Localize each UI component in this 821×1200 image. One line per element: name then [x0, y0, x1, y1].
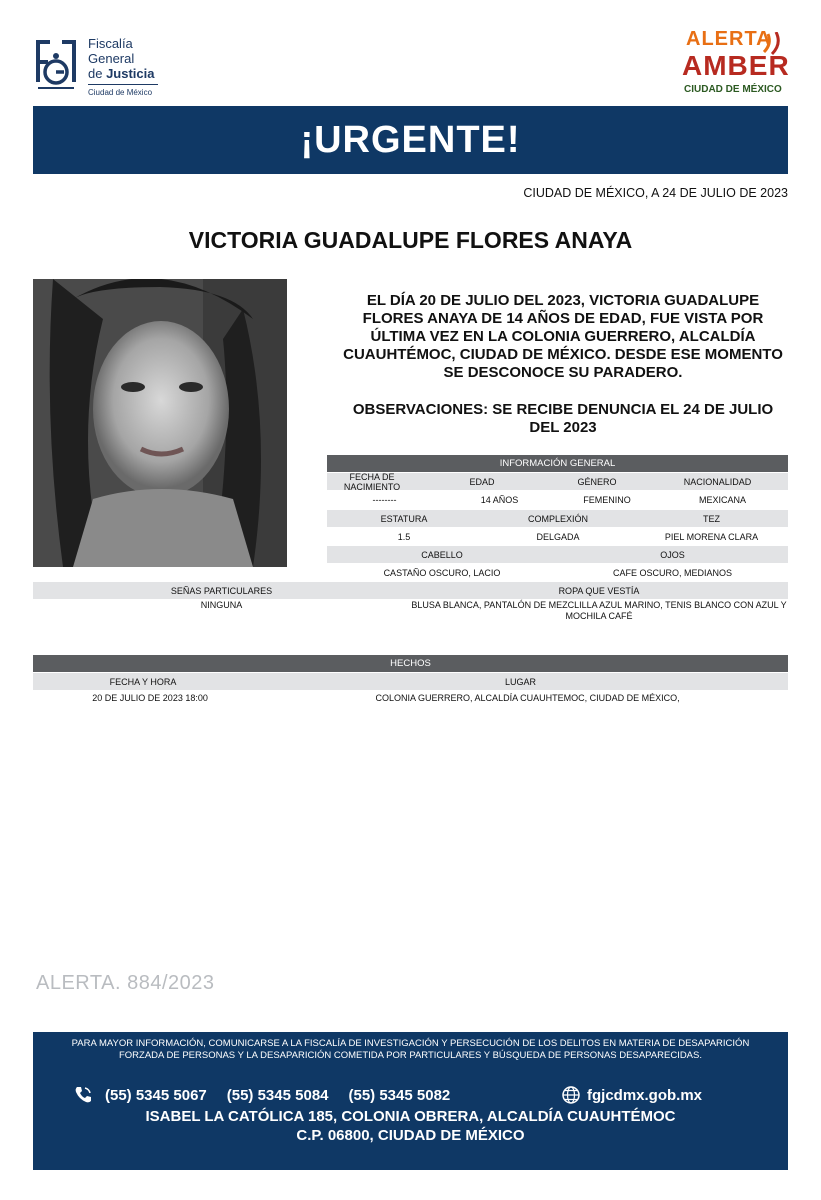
amber-alerta-text: ALERTA: [686, 28, 772, 50]
portrait-image: [33, 279, 287, 567]
event-description: EL DÍA 20 DE JULIO DEL 2023, VICTORIA GUADALUPE FLORES ANAYA DE 14 AÑOS DE EDAD, FUE VISTA POR ÚLTIMA VEZ EN LA COLONIA GUERRERO, ALCALDÍA CUAUHTÉMOC, CIUDAD DE MÉXICO. DESDE ESE MOMENTO SE DESCONOCE SU PARADERO.: [343, 292, 783, 381]
fgj-line2: General: [88, 51, 135, 66]
value-date-time: 20 DE JULIO DE 2023 18:00: [92, 693, 208, 703]
footer-website: [561, 1085, 702, 1105]
amber-city-text: CIUDAD DE MÉXICO: [684, 84, 782, 95]
header-age: EDAD: [469, 476, 495, 487]
general-info-row4-headers: [33, 582, 788, 599]
website-link[interactable]: fgjcdmx.gob.mx: [587, 1086, 703, 1104]
facts-values: [33, 691, 788, 705]
general-info-row3-headers: [327, 546, 788, 563]
facts-title: HECHOS: [33, 655, 788, 672]
amber-amber-text: AMBER: [682, 50, 790, 81]
fgj-line3: [88, 66, 155, 81]
fgj-line3-prefix: de: [88, 66, 107, 81]
header-hair: CABELLO: [421, 549, 463, 560]
footer-phones: [73, 1085, 450, 1105]
value-hair: CASTAÑO OSCURO, LACIO: [383, 567, 501, 578]
header-build: COMPLEXIÓN: [527, 513, 588, 524]
date-line: CIUDAD DE MÉXICO, A 24 DE JULIO DE 2023: [523, 186, 788, 200]
value-birthdate: --------: [372, 494, 397, 505]
phone-number-1[interactable]: (55) 5345 5067: [105, 1086, 207, 1104]
value-distinguishing-marks: NINGUNA: [200, 600, 243, 610]
value-clothing: BLUSA BLANCA, PANTALÓN DE MEZCLILLA AZUL MARINO, TENIS BLANCO CON AZUL Y MOCHILA CAFÉ: [411, 600, 787, 621]
address-line2: C.P. 06800, CIUDAD DE MÉXICO: [296, 1127, 525, 1144]
fgj-logo: [32, 36, 172, 102]
value-nationality: MEXICANA: [698, 494, 746, 505]
footer-address: [33, 1107, 788, 1145]
general-info-row1-values: [327, 491, 788, 508]
header-clothing: ROPA QUE VESTÍA: [558, 585, 640, 596]
facts-headers: [33, 673, 788, 690]
urgent-banner: ¡URGENTE!: [33, 106, 788, 174]
header-height: ESTATURA: [380, 513, 428, 524]
person-name: VICTORIA GUADALUPE FLORES ANAYA: [188, 227, 633, 253]
value-eyes: CAFE OSCURO, MEDIANOS: [612, 567, 732, 578]
fgj-line4: Ciudad de México: [88, 88, 153, 97]
general-info-row4-values: [33, 600, 788, 622]
address-line1: ISABEL LA CATÓLICA 185, COLONIA OBRERA, ALCALDÍA CUAUHTÉMOC: [145, 1108, 676, 1125]
globe-icon: [561, 1085, 581, 1105]
fgj-line3-bold: Justicia: [106, 66, 155, 81]
general-info-row3-values: [327, 564, 788, 581]
value-age: 14 AÑOS: [480, 494, 519, 505]
header-gender: GÉNERO: [577, 476, 617, 487]
value-height: 1.5: [397, 531, 411, 542]
general-info-title: INFORMACIÓN GENERAL: [327, 455, 788, 472]
phone-number-3[interactable]: (55) 5345 5082: [348, 1086, 451, 1104]
observations-text: OBSERVACIONES: SE RECIBE DENUNCIA EL 24 DE JULIO DEL 2023: [352, 401, 774, 436]
phone-icon: [73, 1085, 93, 1105]
amber-alert-logo: [680, 28, 792, 102]
missing-person-photo: [33, 279, 287, 567]
header-birthdate: FECHA DE NACIMIENTO: [343, 471, 401, 492]
value-complexion: PIEL MORENA CLARA: [664, 531, 759, 542]
general-info-row2-headers: [327, 510, 788, 527]
fgj-emblem-icon: [32, 36, 80, 98]
header-place: LUGAR: [504, 676, 536, 687]
header-eyes: OJOS: [660, 549, 685, 560]
header-date-time: FECHA Y HORA: [109, 676, 177, 687]
phone-number-2[interactable]: (55) 5345 5084: [226, 1086, 329, 1104]
alert-number: ALERTA. 884/2023: [36, 972, 215, 994]
value-build: DELGADA: [536, 531, 580, 542]
value-place: COLONIA GUERRERO, ALCALDÍA CUAUHTEMOC, CIUDAD DE MÉXICO,: [375, 693, 680, 703]
fgj-line1: Fiscalía: [88, 36, 133, 51]
value-gender: FEMENINO: [583, 494, 631, 505]
footer-contact: [33, 1032, 788, 1170]
header-complexion: TEZ: [703, 513, 720, 524]
general-info-row1-headers: [327, 473, 788, 490]
fgj-divider: [88, 84, 158, 85]
header-nationality: NACIONALIDAD: [683, 476, 752, 487]
header-distinguishing-marks: SEÑAS PARTICULARES: [170, 585, 273, 596]
general-info-row2-values: [327, 528, 788, 545]
footer-info-text: PARA MAYOR INFORMACIÓN, COMUNICARSE A LA FISCALÍA DE INVESTIGACIÓN Y PERSECUCIÓN DE LOS DELITOS EN MATERIA DE DESAPARICIÓN FORZADA DE PERSONAS Y LA DESAPARICIÓN COMETIDA POR PARTICULARES Y BÚSQUEDA DE PERSONAS DESAPARECIDAS.: [71, 1038, 750, 1061]
